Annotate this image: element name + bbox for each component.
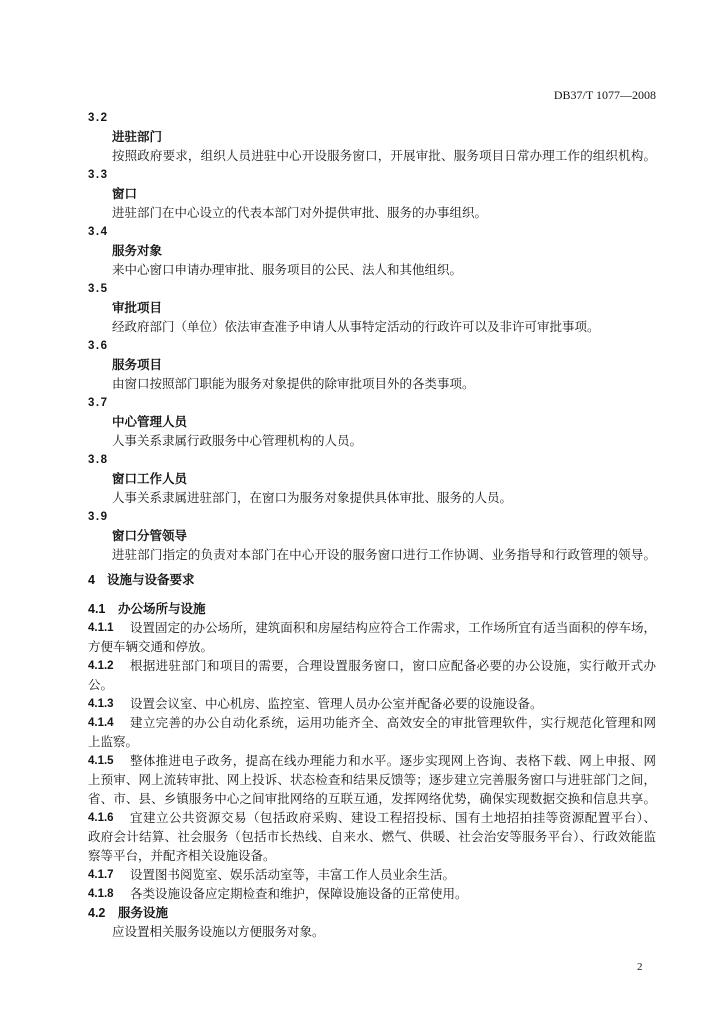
clause-number: 4.1.2 xyxy=(88,660,114,672)
clause-line xyxy=(88,752,656,771)
term-name: 窗口工作人员 xyxy=(112,472,188,486)
clause-number: 4.1.8 xyxy=(88,888,114,900)
subsection-heading xyxy=(88,600,656,619)
clause-text: 各类设施设备应定期检查和维护，保障设施设备的正常使用。 xyxy=(130,887,468,901)
clause-line xyxy=(88,676,656,695)
clause-line xyxy=(88,866,656,885)
clause-line xyxy=(88,695,656,714)
term-number: 3.8 xyxy=(88,454,109,466)
clause-text: 上预审、网上流转审批、网上投诉、状态检查和结果反馈等；逐步建立完善服务窗口与进驻部门之间， xyxy=(88,773,656,787)
clause-number: 4.1.3 xyxy=(88,698,114,710)
clause-text: 建立完善的办公自动化系统，运用功能齐全、高效安全的审批管理软件，实行规范化管理和网 xyxy=(130,716,656,730)
subsection-number: 4.1 xyxy=(88,602,106,616)
clause-number: 4.1.6 xyxy=(88,812,114,824)
term-definition: 经政府部门（单位）依法审查准予申请人从事特定活动的行政许可以及非许可审批事项。 xyxy=(112,320,600,334)
term-number: 3.4 xyxy=(88,226,109,238)
clause-line xyxy=(88,733,656,752)
term-entry xyxy=(88,109,656,166)
clause-line xyxy=(88,619,656,638)
clause-line xyxy=(88,847,656,866)
clause-text: 省、市、县、乡镇服务中心之间审批网络的互联互通，发挥网络优势，确保实现数据交换和信息共享。 xyxy=(88,792,656,806)
clause-text: 宜建立公共资源交易（包括政府采购、建设工程招投标、国有土地招拍挂等资源配置平台）、 xyxy=(130,811,656,825)
clause-text: 上监察。 xyxy=(88,735,139,749)
section-title: 设施与设备要求 xyxy=(107,573,195,587)
clause-text: 整体推进电子政务，提高在线办理能力和水平。逐步实现网上咨询、表格下载、网上申报、网 xyxy=(130,754,656,768)
term-name: 审批项目 xyxy=(112,301,163,315)
section-heading xyxy=(88,571,656,590)
term-definition: 进驻部门指定的负责对本部门在中心开设的服务窗口进行工作协调、业务指导和行政管理的领导。 xyxy=(112,548,656,562)
term-name: 窗口 xyxy=(112,187,138,201)
clause-number: 4.1.1 xyxy=(88,622,114,634)
term-entry xyxy=(88,394,656,451)
clause-text: 政府会计结算、社会服务（包括市长热线、自来水、燃气、供暖、社会治安等服务平台）、行政效能监 xyxy=(88,830,656,844)
clause-text: 设置图书阅览室、娱乐活动室等，丰富工作人员业余生活。 xyxy=(130,868,456,882)
clause-line xyxy=(88,714,656,733)
page-number: 2 xyxy=(637,961,643,973)
term-entry xyxy=(88,280,656,337)
term-name: 窗口分管领导 xyxy=(112,529,188,543)
term-number: 3.2 xyxy=(88,112,109,124)
clause-text: 方便车辆交通和停放。 xyxy=(88,640,214,654)
clause-text: 公。 xyxy=(88,678,114,692)
clause-text: 设置固定的办公场所，建筑面积和房屋结构应符合工作需求，工作场所宜有适当面积的停车场， xyxy=(130,621,656,635)
term-name: 中心管理人员 xyxy=(112,415,188,429)
subsection-title: 办公场所与设施 xyxy=(118,602,206,616)
term-definition: 人事关系隶属行政服务中心管理机构的人员。 xyxy=(112,434,363,448)
clause-line xyxy=(88,657,656,676)
clause-number: 4.1.4 xyxy=(88,717,114,729)
term-number: 3.7 xyxy=(88,397,109,409)
term-definition: 来中心窗口申请办理审批、服务项目的公民、法人和其他组织。 xyxy=(112,263,463,277)
clause-line xyxy=(88,885,656,904)
section-number: 4 xyxy=(88,573,95,587)
term-number: 3.3 xyxy=(88,169,109,181)
clause-text: 根据进驻部门和项目的需要，合理设置服务窗口，窗口应配备必要的办公设施，实行敞开式办 xyxy=(130,659,656,673)
clause-line xyxy=(88,771,656,790)
term-definition: 人事关系隶属进驻部门，在窗口为服务对象提供具体审批、服务的人员。 xyxy=(112,491,513,505)
term-entry xyxy=(88,508,656,565)
term-number: 3.9 xyxy=(88,511,109,523)
term-definition: 进驻部门在中心设立的代表本部门对外提供审批、服务的办事组织。 xyxy=(112,206,488,220)
subsection-heading xyxy=(88,904,656,923)
term-name: 进驻部门 xyxy=(112,130,163,144)
term-entry xyxy=(88,451,656,508)
clause-line xyxy=(88,809,656,828)
term-name: 服务项目 xyxy=(112,358,163,372)
term-entry xyxy=(88,337,656,394)
term-definition: 由窗口按照部门职能为服务对象提供的除审批项目外的各类事项。 xyxy=(112,377,475,391)
clause-number: 4.1.7 xyxy=(88,869,114,881)
term-entry xyxy=(88,166,656,223)
clause-line xyxy=(88,790,656,809)
term-name: 服务对象 xyxy=(112,244,163,258)
clause-number: 4.1.5 xyxy=(88,755,114,767)
term-definition: 按照政府要求，组织人员进驻中心开设服务窗口，开展审批、服务项目日常办理工作的组织机构。 xyxy=(112,149,656,163)
clause-text: 察等平台，并配齐相关设施设备。 xyxy=(88,849,276,863)
clause-line xyxy=(88,828,656,847)
clause-line xyxy=(88,638,656,657)
clause-line xyxy=(88,923,656,942)
document-code: DB37/T 1077—2008 xyxy=(553,88,656,102)
term-number: 3.6 xyxy=(88,340,109,352)
term-entry xyxy=(88,223,656,280)
subsection-title: 服务设施 xyxy=(118,906,169,920)
clause-text: 设置会议室、中心机房、监控室、管理人员办公室并配备必要的设施设备。 xyxy=(130,697,543,711)
clause-text: 应设置相关服务设施以方便服务对象。 xyxy=(112,925,325,939)
subsection-number: 4.2 xyxy=(88,906,106,920)
document-body xyxy=(88,109,656,942)
term-number: 3.5 xyxy=(88,283,109,295)
